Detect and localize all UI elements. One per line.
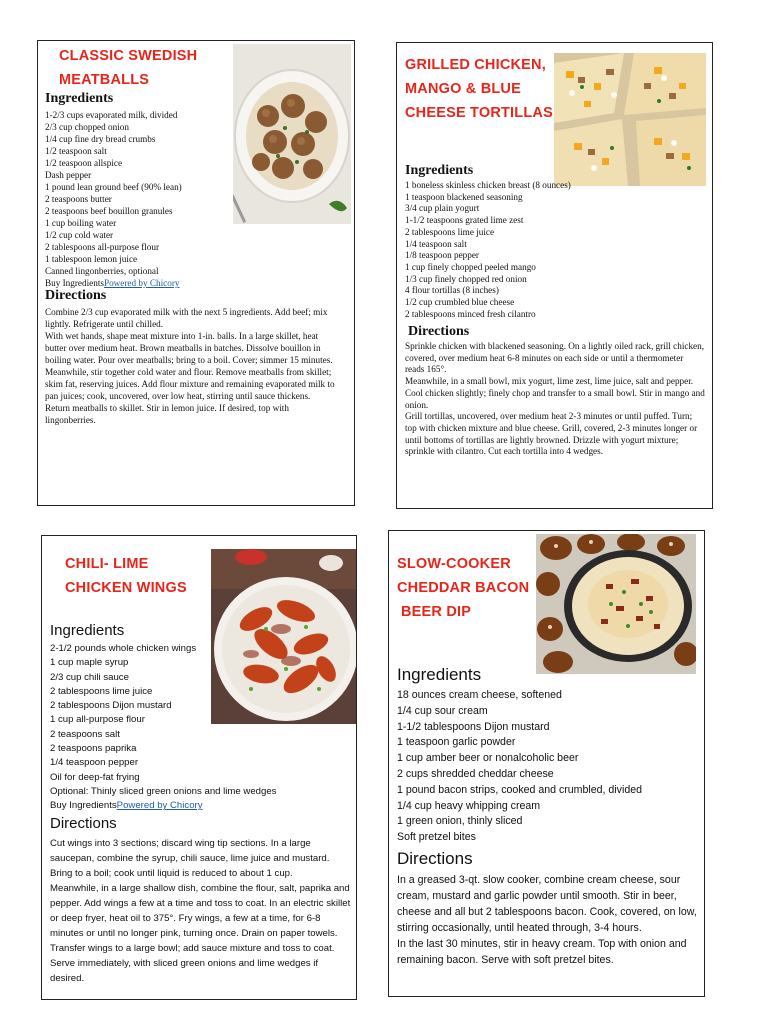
ingredient-item: 1/4 teaspoon pepper — [50, 757, 139, 769]
ingredient-item: 2 teaspoons butter — [45, 194, 112, 204]
buy-ingredients-line — [50, 799, 276, 813]
directions-heading: Directions — [397, 849, 473, 868]
ingredient-item: 1 cup finely chopped peeled mango — [405, 261, 536, 272]
direction-step: Meanwhile, in a small bowl, mix yogurt, lime zest, lime juice, salt and pepper. Cool chicken slightly; finely chop and transfer to a small bowl. Stir in mango and onion. — [405, 376, 705, 410]
direction-step: Return meatballs to skillet. Stir in lemon juice. If desired, top with lingonberries. — [45, 403, 289, 425]
ingredient-item: Optional: Thinly sliced green onions and lime wedges — [50, 785, 277, 797]
buy-ingredients-label: Buy Ingredients — [45, 278, 104, 288]
ingredient-item: 1 cup boiling water — [45, 218, 117, 228]
recipe-title: GRILLED CHICKEN, MANGO & BLUE CHEESE TORTILLAS — [405, 57, 553, 121]
tortillas-photo — [554, 53, 706, 186]
recipe-card-grilled-chicken-tortillas — [396, 42, 713, 509]
ingredients-heading: Ingredients — [405, 163, 474, 178]
recipe-title: CLASSIC SWEDISH MEATBALLS — [59, 48, 198, 88]
ingredient-item: 1/2 cup crumbled blue cheese — [405, 297, 515, 308]
ingredient-item: 2 cups shredded cheddar cheese — [397, 767, 554, 780]
ingredient-item: 2 tablespoons all-purpose flour — [45, 242, 160, 252]
ingredient-item: 1/2 cup cold water — [45, 230, 114, 240]
directions-text — [397, 872, 699, 968]
ingredient-item: 1/4 cup heavy whipping cream — [397, 799, 541, 812]
ingredients-list — [405, 180, 571, 320]
ingredients-heading: Ingredients — [45, 91, 114, 106]
ingredient-item: 1/2 teaspoon salt — [45, 146, 107, 156]
ingredients-list — [50, 642, 276, 814]
ingredient-item: Soft pretzel bites — [397, 831, 476, 844]
ingredient-item: 1 cup amber beer or nonalcoholic beer — [397, 752, 579, 765]
directions-text — [45, 306, 335, 426]
ingredient-item: 1 boneless skinless chicken breast (8 ounces) — [405, 180, 571, 190]
ingredients-list — [397, 688, 642, 846]
ingredient-item: 2/3 cup chili sauce — [50, 671, 129, 683]
ingredient-item: 1/4 teaspoon salt — [405, 238, 467, 249]
direction-step: Sprinkle chicken with blackened seasoning. On a lightly oiled rack, grill chicken, covered, over medium heat 6-8 minutes on each side or until a thermometer reads 165°. — [405, 341, 705, 375]
direction-step: Grill tortillas, uncovered, over medium heat 2-3 minutes or until puffed. Turn; top with chicken mixture and blue cheese. Grill, covered, 2-3 minutes longer or until bottoms of tortillas are lightly browned. Drizzle with yogurt mixture; sprinkle with cilantro. Cut each tortilla into 4 wedges. — [405, 411, 698, 457]
ingredient-item: 1-2/3 cups evaporated milk, divided — [45, 110, 178, 120]
buy-ingredients-label: Buy Ingredients — [50, 800, 117, 812]
direction-step: Cut wings into 3 sections; discard wing tip sections. In a large saucepan, combine the syrup, chili sauce, lime juice and mustard. Bring to a boil; cook until liquid is reduced to about 1 cup. — [50, 838, 330, 879]
direction-step: Meanwhile, stir together cold water and flour. Remove meatballs from skillet; skim fat, reserving juices. Add flour mixture and remaining evaporated milk to pan juices; cook, uncovered, over low heat, stirring until sauce thickens. — [45, 367, 335, 401]
ingredient-item: Oil for deep-fat frying — [50, 771, 140, 783]
ingredient-item: 1 pound bacon strips, cooked and crumbled, divided — [397, 783, 642, 796]
ingredient-item: 2 teaspoons paprika — [50, 743, 137, 755]
ingredient-item: 2-1/2 pounds whole chicken wings — [50, 643, 197, 654]
ingredients-heading: Ingredients — [397, 665, 482, 684]
directions-heading: Directions — [408, 324, 470, 339]
ingredient-item: 2 tablespoons lime juice — [405, 226, 495, 237]
ingredient-item: 1 cup maple syrup — [50, 657, 129, 669]
ingredient-item: 1-1/2 tablespoons Dijon mustard — [397, 720, 550, 733]
ingredient-item: 4 flour tortillas (8 inches) — [405, 285, 499, 296]
ingredient-item: 18 ounces cream cheese, softened — [397, 689, 562, 701]
ingredients-heading: Ingredients — [50, 622, 125, 639]
recipe-title: CHILI- LIME CHICKEN WINGS — [65, 556, 187, 596]
direction-step: With wet hands, shape meat mixture into 1-in. balls. In a large skillet, heat butter over medium heat. Brown meatballs in batches. Dissolve bouillon in boiling water. Pour over meatballs; bring to a boil. Cover; simmer 15 minutes. — [45, 331, 333, 365]
chicory-link[interactable]: Powered by Chicory — [116, 800, 203, 812]
ingredient-item: 1-1/2 teaspoons grated lime zest — [405, 215, 524, 226]
ingredient-item: 1 green onion, thinly sliced — [397, 815, 523, 828]
ingredient-item: 1 cup all-purpose flour — [50, 714, 145, 726]
ingredient-item: 2 tablespoons Dijon mustard — [50, 700, 172, 712]
ingredient-item: 1/4 cup sour cream — [397, 704, 488, 717]
ingredient-item: 2 tablespoons lime juice — [50, 685, 153, 697]
direction-step: In a greased 3-qt. slow cooker, combine cream cheese, sour cream, mustard and garlic powder until smooth. Stir in beer, cheese and all but 2 tablespoons bacon. Cook, covered, on low, stirring occasionally, until heated through, 3-4 hours. — [397, 874, 697, 934]
ingredient-item: 2 teaspoons salt — [50, 728, 120, 740]
direction-step: In the last 30 minutes, stir in heavy cream. Top with onion and remaining bacon. Serve with soft pretzel bites. — [397, 938, 687, 966]
beer-dip-photo — [536, 534, 696, 674]
ingredients-list — [45, 109, 182, 289]
ingredient-item: 1 tablespoon lemon juice — [45, 254, 138, 264]
recipe-card-cheddar-bacon-beer-dip — [388, 530, 705, 997]
recipe-card-chili-lime-wings — [41, 535, 357, 1000]
ingredient-item: 2 teaspoons beef bouillon granules — [45, 206, 173, 216]
direction-step: Meanwhile, in a large shallow dish, combine the flour, salt, paprika and pepper. Add wings a few at a time and toss to coat. In an electric skillet or deep fryer, heat oil to 375°. Fry wings, a few at a time, for 6-8 minutes or until no longer pink, turning once. Drain on paper towels. Transfer wings to a large bowl; add sauce mixture and toss to coat. Serve immediately, with sliced green onions and lime wedges if desired. — [50, 883, 351, 984]
directions-text — [50, 836, 352, 986]
directions-text — [405, 341, 705, 458]
directions-heading: Directions — [50, 815, 117, 832]
ingredient-item: Dash pepper — [45, 170, 92, 180]
ingredient-item: 1 pound lean ground beef (90% lean) — [45, 182, 182, 192]
recipe-card-swedish-meatballs — [37, 40, 355, 506]
ingredient-item: 2 tablespoons minced fresh cilantro — [405, 308, 536, 319]
recipe-title: SLOW-COOKER CHEDDAR BACON BEER DIP — [397, 556, 530, 620]
ingredient-item: 1 teaspoon blackened seasoning — [405, 191, 523, 202]
ingredient-item: 1/4 cup fine dry bread crumbs — [45, 134, 156, 144]
ingredient-item: 1/8 teaspoon pepper — [405, 250, 479, 261]
ingredient-item: 2/3 cup chopped onion — [45, 122, 129, 132]
chicory-link[interactable]: Powered by Chicory — [103, 278, 180, 288]
meatballs-photo — [233, 44, 351, 224]
direction-step: Combine 2/3 cup evaporated milk with the next 5 ingredients. Add beef; mix lightly. Refrigerate until chilled. — [45, 307, 328, 329]
ingredient-item: 1/3 cup finely chopped red onion — [405, 273, 527, 284]
ingredient-item: 3/4 cup plain yogurt — [405, 203, 480, 214]
ingredient-item: 1/2 teaspoon allspice — [45, 158, 123, 168]
ingredient-item: Canned lingonberries, optional — [45, 266, 159, 276]
ingredient-item: 1 teaspoon garlic powder — [397, 736, 516, 749]
directions-heading: Directions — [45, 288, 107, 303]
